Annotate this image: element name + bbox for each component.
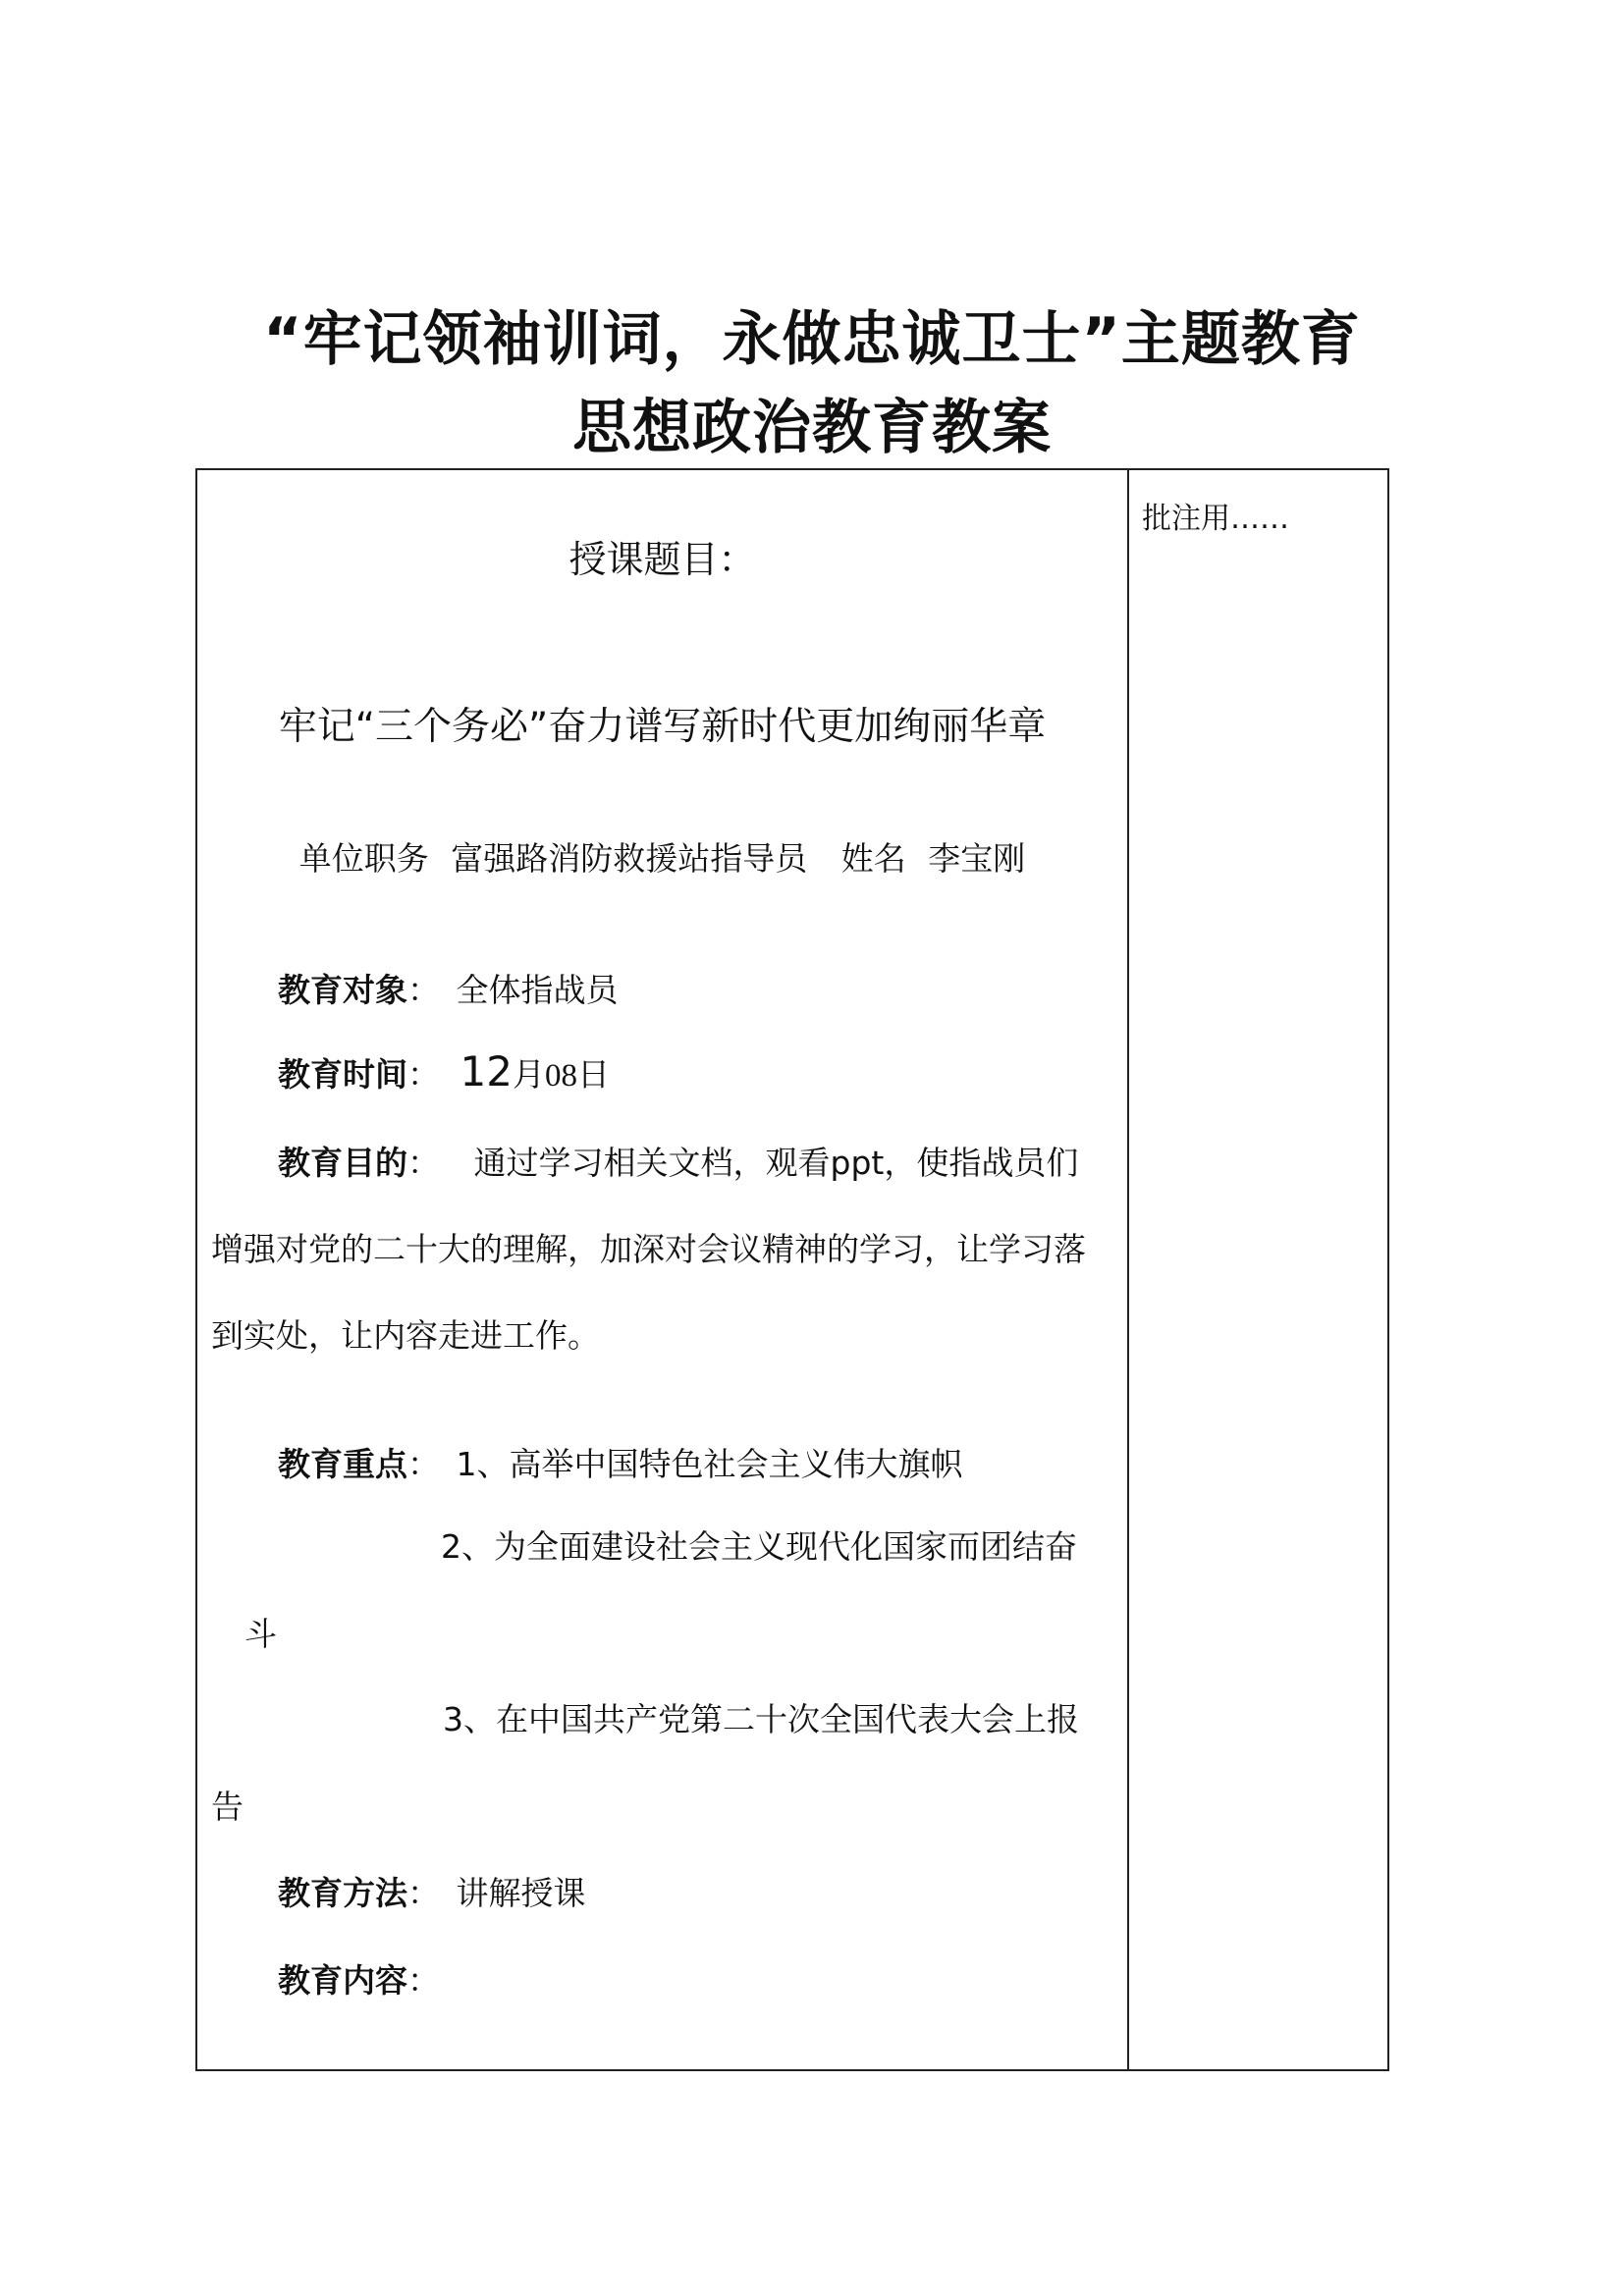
target-label: 教育对象 bbox=[278, 971, 407, 1009]
content-row bbox=[278, 1955, 440, 2002]
focus-item-1: 1、高举中国特色社会主义伟大旗帜 bbox=[456, 1445, 963, 1483]
target-row bbox=[278, 965, 619, 1011]
method-row bbox=[278, 1868, 586, 1914]
time-month-unit: 月 bbox=[512, 1055, 545, 1094]
focus-item-2-cont: 斗 bbox=[244, 1615, 277, 1653]
topic-label: 授课题目： bbox=[568, 538, 756, 581]
unit-value: 富强路消防救援站指导员 bbox=[451, 839, 808, 878]
purpose-line-1: 通过学习相关文档，观看ppt，使指战员们 bbox=[473, 1144, 1079, 1182]
unit-line bbox=[197, 833, 1127, 880]
name-value: 李宝刚 bbox=[928, 839, 1026, 878]
target-colon: ： bbox=[407, 971, 440, 1009]
title-line-2: 思想政治教育教案 bbox=[572, 394, 1052, 462]
focus-item-3: 3、在中国共产党第二十次全国代表大会上报 bbox=[443, 1700, 1079, 1738]
lesson-plan-table bbox=[195, 468, 1389, 2071]
focus-item-2: 2、为全面建设社会主义现代化国家而团结奋 bbox=[441, 1527, 1077, 1566]
method-value: 讲解授课 bbox=[456, 1874, 586, 1912]
time-row bbox=[278, 1047, 610, 1095]
purpose-line-3: 到实处，让内容走进工作。 bbox=[211, 1316, 600, 1355]
focus-label: 教育重点 bbox=[278, 1445, 407, 1483]
time-month: 12 bbox=[460, 1047, 513, 1095]
purpose-colon: ： bbox=[407, 1144, 440, 1182]
purpose-label: 教育目的 bbox=[278, 1144, 407, 1182]
time-label: 教育时间 bbox=[278, 1055, 407, 1094]
unit-label: 单位职务 bbox=[298, 839, 429, 878]
content-colon: ： bbox=[407, 1961, 440, 2000]
focus-item-3-cont: 告 bbox=[211, 1788, 244, 1826]
annotation-label: 批注用…… bbox=[1142, 502, 1289, 536]
purpose-row bbox=[278, 1138, 1078, 1184]
topic-title: 牢记“三个务必”奋力谱写新时代更加绚丽华章 bbox=[278, 705, 1047, 749]
time-colon: ： bbox=[407, 1055, 440, 1094]
time-day-unit: 日 bbox=[576, 1055, 610, 1094]
title-line-1: “牢记领袖训词，永做忠诚卫士”主题教育 bbox=[263, 305, 1361, 374]
column-divider bbox=[1127, 470, 1129, 2069]
time-day: 08 bbox=[544, 1058, 577, 1094]
focus-row bbox=[278, 1439, 963, 1485]
content-label: 教育内容 bbox=[278, 1961, 407, 2000]
purpose-line-2: 增强对党的二十大的理解，加深对会议精神的学习，让学习落 bbox=[211, 1230, 1086, 1268]
focus-colon: ： bbox=[407, 1445, 440, 1483]
method-label: 教育方法 bbox=[278, 1874, 407, 1912]
name-label: 姓名 bbox=[840, 839, 906, 878]
target-value: 全体指战员 bbox=[456, 971, 619, 1009]
method-colon: ： bbox=[407, 1874, 440, 1912]
